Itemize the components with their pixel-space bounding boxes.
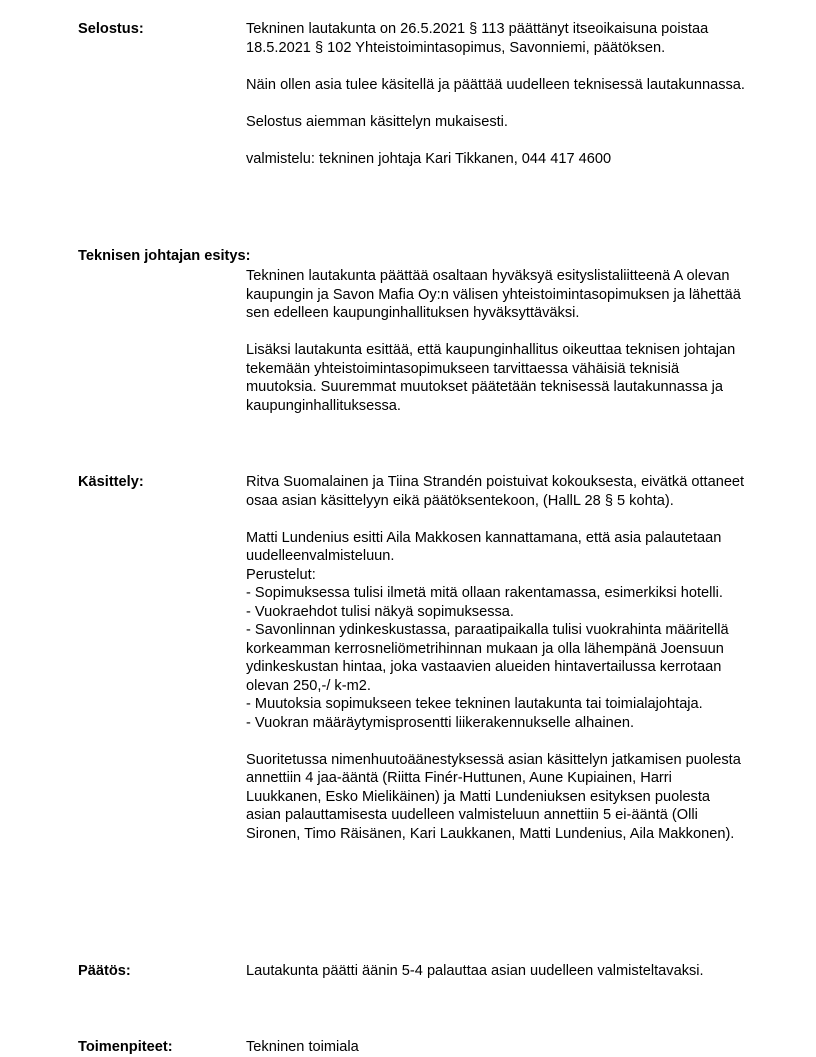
section-body-kasittely (246, 473, 746, 843)
list-item: - Vuokraehdot tulisi näkyä sopimuksessa. (246, 603, 514, 620)
section-body-selostus (246, 20, 746, 168)
list-item: - Vuokran määräytymisprosentti liikerakennukselle alhainen. (246, 714, 635, 731)
paragraph: Lautakunta päätti äänin 5-4 palauttaa asian uudelleen valmisteltavaksi. (246, 963, 704, 979)
paragraph: Lisäksi lautakunta esittää, että kaupunginhallitus oikeuttaa teknisen johtajan tekemään yhteistoimintasopimukseen tarvittaessa vähäisiä teknisiä muutoksia. Suuremmat muutokset päätetään teknisessä lautakunnassa ja kaupunginhallituksessa. (246, 342, 736, 414)
paragraph: valmistelu: tekninen johtaja Kari Tikkanen, 044 417 4600 (246, 150, 612, 167)
list-item: - Muutoksia sopimukseen tekee tekninen lautakunta tai toimialajohtaja. (246, 696, 703, 712)
section-label-toimenpiteet: Toimenpiteet: (78, 1039, 173, 1055)
paragraph: Tekninen lautakunta on 26.5.2021 § 113 päättänyt itseoikaisuna poistaa 18.5.2021 § 102 Yhteistoimintasopimus, Savonniemi, päätöksen. (246, 21, 709, 56)
paragraph: Näin ollen asia tulee käsitellä ja päättää uudelleen teknisessä lautakunnassa. (246, 76, 745, 93)
section-label-esitys: Teknisen johtajan esitys: (78, 248, 251, 264)
section-body-esitys (246, 267, 746, 415)
paragraph: Suoritetussa nimenhuutoäänestyksessä asian käsittelyn jatkamisen puolesta annettiin 4 jaa-ääntä (Riitta Finér-Huttunen, Aune Kupiainen, Harri Luukkanen, Esko Mielikäinen) ja Matti Lundeniuksen esityksen puolesta asian palauttamisesta uudelleen valmisteluun annettiin 5 ei-ääntä (Olli Sironen, Timo Räisänen, Kari Laukkanen, Matti Lundenius, Aila Makkonen). (246, 751, 741, 842)
paragraph: Tekninen toimiala (246, 1039, 359, 1055)
section-label-paatos: Päätös: (78, 963, 131, 979)
paragraph: Matti Lundenius esitti Aila Makkosen kannattamana, että asia palautetaan uudelleenvalmisteluun. (246, 529, 722, 564)
list-item: - Sopimuksessa tulisi ilmetä mitä ollaan rakentamassa, esimerkiksi hotelli. (246, 585, 723, 601)
perustelut-heading: Perustelut: (246, 566, 316, 583)
section-body-paatos (246, 962, 746, 981)
section-label-kasittely: Käsittely: (78, 474, 144, 490)
section-label-selostus: Selostus: (78, 21, 144, 37)
paragraph: Selostus aiemman käsittelyn mukaisesti. (246, 113, 508, 130)
paragraph: Tekninen lautakunta päättää osaltaan hyväksyä esityslistaliitteenä A olevan kaupungin ja Savon Mafia Oy:n välisen yhteistoimintasopimuksen ja lähettää sen edelleen kaupunginhallituksen hyväksyttäväksi. (246, 268, 741, 321)
list-item: - Savonlinnan ydinkeskustassa, paraatipaikalla tulisi vuokrahinta määritellä korkeamman kerrosneliömetrihinnan mukaan ja olla lähempänä Joensuun ydinkeskustan hintaa, joka vastaavien alueiden hintavertailussa kerrotaan olevan 250,-/ k-m2. (246, 622, 729, 694)
section-body-toimenpiteet (246, 1038, 746, 1057)
paragraph: Ritva Suomalainen ja Tiina Strandén poistuivat kokouksesta, eivätkä ottaneet osaa asian käsittelyyn eikä päätöksentekoon, (HallL 28 § 5 kohta). (246, 474, 745, 509)
